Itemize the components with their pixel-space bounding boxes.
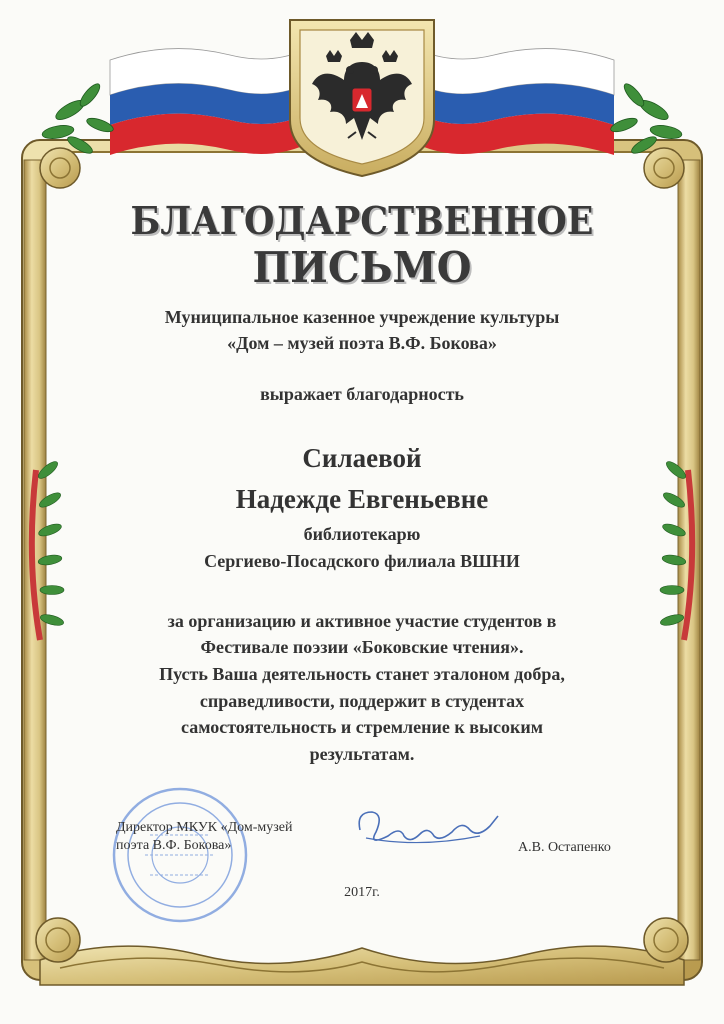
coat-of-arms-icon	[290, 20, 434, 176]
body-line: Фестивале поэзии «Боковские чтения».	[200, 637, 524, 657]
signatory-title-line-2: поэта В.Ф. Бокова»	[116, 838, 232, 853]
body-line: Пусть Ваша деятельность станет эталоном добра,	[159, 664, 565, 684]
body-line: справедливости, поддержит в студентах	[199, 691, 525, 711]
expresses-gratitude: выражает благодарность	[260, 384, 464, 404]
organization-line-2: «Дом – музей поэта В.Ф. Бокова»	[227, 333, 497, 353]
title-line-2: ПИСЬМО	[252, 243, 472, 292]
document-year: 2017г.	[344, 885, 380, 900]
russian-flag-right	[419, 49, 614, 155]
recipient-surname: Силаевой	[302, 443, 422, 473]
recipient-branch: Сергиево-Посадского филиала ВШНИ	[204, 551, 520, 571]
russian-flag-left	[110, 49, 305, 155]
signatory-name: А.В. Остапенко	[518, 840, 611, 855]
recipient-name: Надежде Евгеньевне	[235, 484, 489, 514]
body-line: самостоятельность и стремление к высоким	[180, 717, 544, 737]
recipient-position: библиотекарю	[303, 524, 421, 544]
title-line-1: БЛАГОДАРСТВЕННОЕ	[130, 198, 594, 243]
body-line: результатам.	[309, 744, 415, 764]
organization-line-1: Муниципальное казенное учреждение культуры	[164, 307, 560, 327]
body-line: за организацию и активное участие студентов в	[167, 611, 557, 631]
signatory-title-line-1: Директор МКУК «Дом-музей	[116, 820, 293, 835]
